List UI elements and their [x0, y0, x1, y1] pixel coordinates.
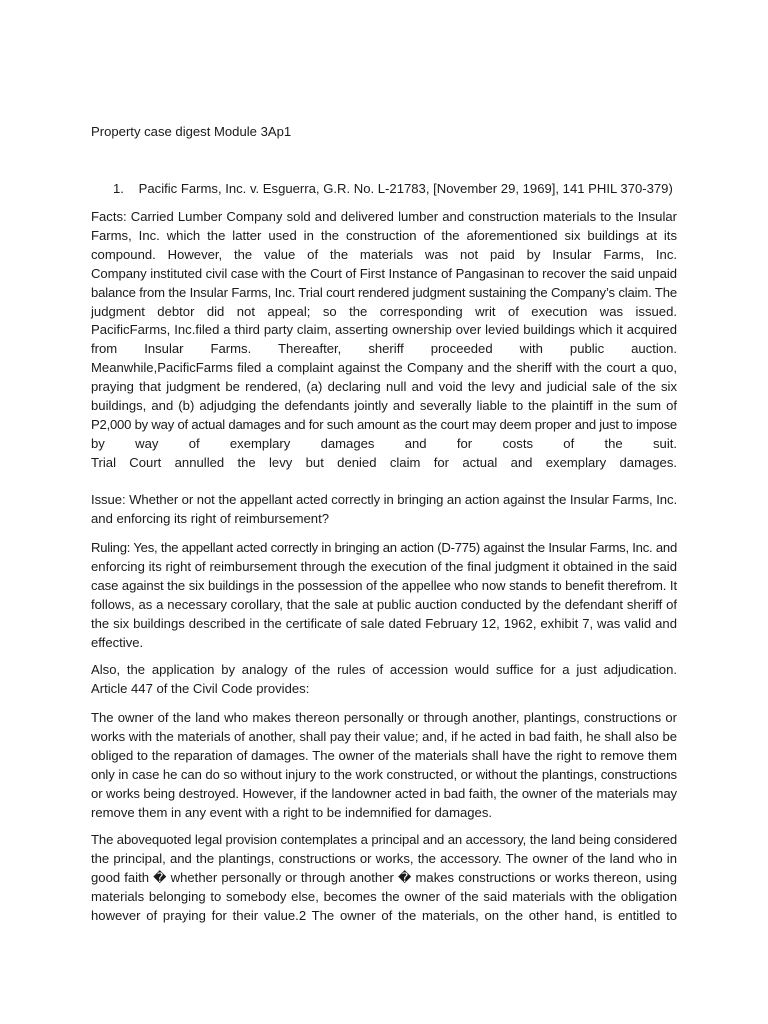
article-line: obliged to the reparation of damages. The owner of the materials shall have the right to remove them: [91, 747, 677, 763]
article-447-paragraph: [91, 709, 677, 822]
provision-line: materials belonging to somebody else, becomes the owner of the said materials with the obligation: [91, 888, 677, 904]
case-number: 1.: [113, 181, 124, 196]
facts-line: from Insular Farms. Thereafter, sheriff proceeded with public auction.: [91, 341, 677, 357]
case-citation: Pacific Farms, Inc. v. Esguerra, G.R. No. L-21783, [November 29, 1969], 141 PHIL 370-379): [138, 181, 673, 196]
issue-line: Issue: Whether or not the appellant acted correctly in bringing an action against the Insular Farms, Inc.: [91, 492, 678, 507]
issue-paragraph: [91, 491, 677, 529]
ruling-line: effective.: [91, 634, 144, 650]
facts-line: buildings, and (b) adjudging the defendants jointly and severally liable to the plaintiff in the sum of: [91, 398, 678, 414]
provision-line: however of praying for their value.2 The owner of the materials, on the other hand, is entitled to: [91, 907, 678, 923]
provision-paragraph: [91, 831, 677, 926]
document-title: Property case digest Module 3Ap1: [91, 124, 292, 139]
facts-line: compound. However, the value of the materials was not paid by Insular Farms, Inc.: [91, 246, 678, 262]
issue-line: and enforcing its right of reimbursement?: [91, 510, 329, 526]
facts-line: P2,000 by way of actual damages and for such amount as the court may deem proper and just to impose: [91, 416, 677, 432]
also-line: Also, the application by analogy of the rules of accession would suffice for a just adjudication.: [91, 662, 677, 677]
case-heading: [113, 180, 673, 198]
provision-line: good faith � whether personally or through another � makes constructions or works thereon, using: [91, 869, 677, 885]
ruling-line: case against the six buildings in the possession of the appellee who now stands to benefit therefrom. It: [91, 577, 678, 593]
facts-line: Meanwhile,PacificFarms filed a complaint against the Company and the sheriff with the court a quo,: [91, 360, 677, 376]
article-line: works with the materials of another, shall pay their value; and, if he acted in bad faith, he shall also be: [91, 728, 677, 744]
facts-line: Company instituted civil case with the Court of First Instance of Pangasinan to recover the said unpaid: [91, 265, 677, 281]
provision-line: The abovequoted legal provision contemplates a principal and an accessory, the land being considered: [91, 832, 678, 847]
facts-line: praying that judgment be rendered, (a) declaring null and void the levy and judicial sale of the six: [91, 379, 677, 395]
also-line: Article 447 of the Civil Code provides:: [91, 680, 310, 696]
facts-line: balance from the Insular Farms, Inc. Trial court rendered judgment sustaining the Company’s claim. The: [91, 284, 677, 300]
article-line: The owner of the land who makes thereon personally or through another, plantings, constructions or: [91, 710, 677, 725]
facts-paragraph: [91, 208, 677, 473]
article-line: remove them in any event with a right to be indemnified for damages.: [91, 804, 493, 820]
ruling-line: the six buildings described in the certificate of sale dated February 12, 1962, exhibit 7, was valid and: [91, 615, 677, 631]
facts-line: judgment debtor did not appeal; so the corresponding writ of execution was issued.: [91, 303, 677, 319]
facts-line: Farms, Inc. which the latter used in the construction of the aforementioned six buildings at its: [91, 227, 677, 243]
document-page: [91, 0, 677, 1024]
ruling-line: Ruling: Yes, the appellant acted correctly in bringing an action (D-775) against the Insular Farms, Inc. and: [91, 540, 678, 555]
ruling-line: enforcing its right of reimbursement through the execution of the final judgment it obtained in the said: [91, 558, 678, 574]
article-line: only in case he can do so without injury to the work constructed, or without the plantings, constructions: [91, 766, 678, 782]
also-paragraph: [91, 661, 677, 699]
facts-line: by way of exemplary damages and for costs of the suit.: [91, 435, 677, 451]
ruling-line: follows, as a necessary corollary, that the sale at public auction conducted by the defendant sheriff of: [91, 596, 677, 612]
facts-line: Trial Court annulled the levy but denied claim for actual and exemplary damages.: [91, 454, 678, 470]
ruling-paragraph: [91, 539, 677, 652]
article-line: or works being destroyed. However, if the landowner acted in bad faith, the owner of the materials may: [91, 785, 677, 801]
facts-line: PacificFarms, Inc.filed a third party claim, asserting ownership over levied buildings which it acquired: [91, 322, 677, 338]
facts-line: Facts: Carried Lumber Company sold and delivered lumber and construction materials to the Insular: [91, 209, 677, 224]
provision-line: the principal, and the plantings, constructions or works, the accessory. The owner of the land who in: [91, 850, 677, 866]
